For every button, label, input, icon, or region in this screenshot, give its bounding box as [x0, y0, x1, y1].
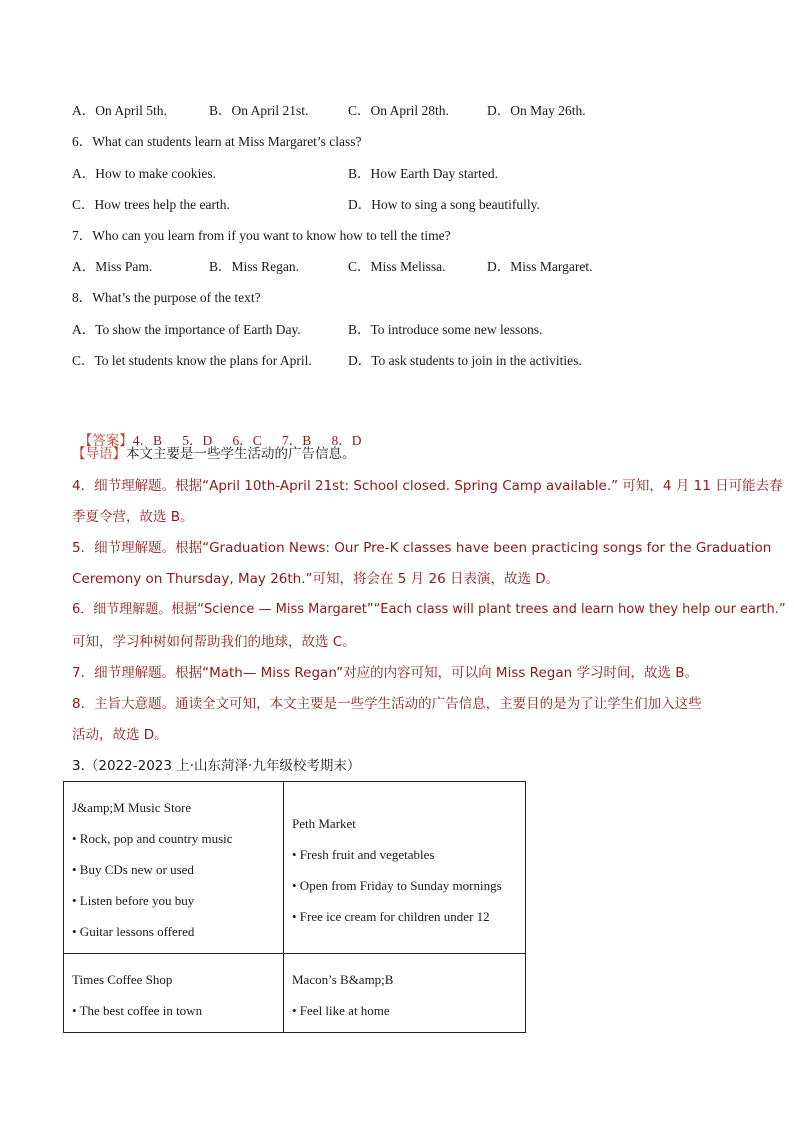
q8-stem: 8．What’s the purpose of the text? [72, 290, 261, 305]
q7-option-d: D．Miss Margaret. [487, 259, 593, 274]
ad-item: • The best coffee in town [72, 1003, 203, 1018]
q8-option-a: A．To show the importance of Earth Day. [72, 322, 301, 337]
q6-option-d: D．How to sing a song beautifully. [348, 197, 540, 212]
ad-macons-bb [284, 954, 526, 1033]
q8-option-d: D．To ask students to join in the activities. [348, 353, 582, 368]
q7-option-a: A．Miss Pam. [72, 259, 153, 274]
guide-line [72, 445, 356, 463]
ad-title: Peth Market [292, 815, 356, 831]
explanation-line: 6．细节理解题。根据“Science — Miss Margaret”“Each class will plant trees and learn how they help our earth.” [72, 602, 786, 617]
ad-title: Times Coffee Shop [72, 972, 173, 987]
ad-jm-music-store [64, 782, 284, 954]
ad-item: • Fresh fruit and vegetables [292, 846, 435, 862]
explanation-line: 活动，故选 D。 [72, 727, 168, 743]
ad-item: • Rock, pop and country music [72, 831, 233, 846]
ad-item: • Open from Friday to Sunday mornings [292, 877, 502, 893]
table-row [64, 782, 526, 954]
table-row [64, 954, 526, 1033]
ad-item: • Free ice cream for children under 12 [292, 908, 490, 924]
section-3-heading: 3.（2022-2023 上·山东菏泽·九年级校考期末） [72, 758, 361, 774]
q6-option-c: C．How trees help the earth. [72, 197, 230, 212]
explanation-line: 8．主旨大意题。通读全文可知，本文主要是一些学生活动的广告信息，主要目的是为了让学生们加入这些 [72, 696, 702, 712]
explanation-line: 季夏令营，故选 B。 [72, 509, 194, 525]
ad-item: • Feel like at home [292, 1003, 390, 1018]
q7-option-c: C．Miss Melissa. [348, 259, 446, 274]
q7-option-b: B．Miss Regan. [209, 259, 300, 274]
ad-item: • Buy CDs new or used [72, 862, 194, 877]
ad-times-coffee-shop [64, 954, 284, 1033]
explanation-line: 7．细节理解题。根据“Math— Miss Regan”对应的内容可知，可以向 Miss Regan 学习时间，故选 B。 [72, 665, 699, 681]
ad-item: • Guitar lessons offered [72, 924, 195, 939]
answer-text: 4．B 5．D 6．C 7．B 8．D [132, 433, 362, 448]
q5-option-a: A．On April 5th. [72, 103, 167, 118]
q8-option-c: C．To let students know the plans for April. [72, 353, 312, 368]
explanation-line: 5．细节理解题。根据“Graduation News: Our Pre-K classes have been practicing songs for the Graduation [72, 540, 772, 556]
q7-stem: 7．Who can you learn from if you want to know how to tell the time? [72, 228, 451, 243]
q6-stem: 6．What can students learn at Miss Margaret’s class? [72, 134, 362, 149]
q8-option-b: B．To introduce some new lessons. [348, 322, 543, 337]
answer-tag: 【答案】 [78, 433, 133, 449]
ad-item: • Listen before you buy [72, 893, 195, 908]
guide-tag: 【导语】 [72, 446, 126, 462]
explanation-line: 4．细节理解题。根据“April 10th-April 21st: School closed. Spring Camp available.” 可知，4 月 11 日可能去春 [72, 478, 783, 494]
guide-text: 本文主要是一些学生活动的广告信息。 [126, 446, 356, 462]
q5-option-b: B．On April 21st. [209, 103, 309, 118]
ad-title: J&amp;M Music Store [72, 800, 192, 815]
ad-title: Macon’s B&amp;B [292, 972, 394, 987]
q6-option-b: B．How Earth Day started. [348, 166, 498, 181]
q5-option-d: D．On May 26th. [487, 103, 586, 118]
explanation-line: Ceremony on Thursday, May 26th.”可知，将会在 5 月 26 日表演，故选 D。 [72, 571, 560, 587]
ads-table [63, 781, 526, 1033]
explanation-line: 可知，学习种树如何帮助我们的地球，故选 C。 [72, 634, 356, 650]
q6-option-a: A．How to make cookies. [72, 166, 216, 181]
q5-option-c: C．On April 28th. [348, 103, 449, 118]
ad-peth-market [284, 782, 526, 954]
